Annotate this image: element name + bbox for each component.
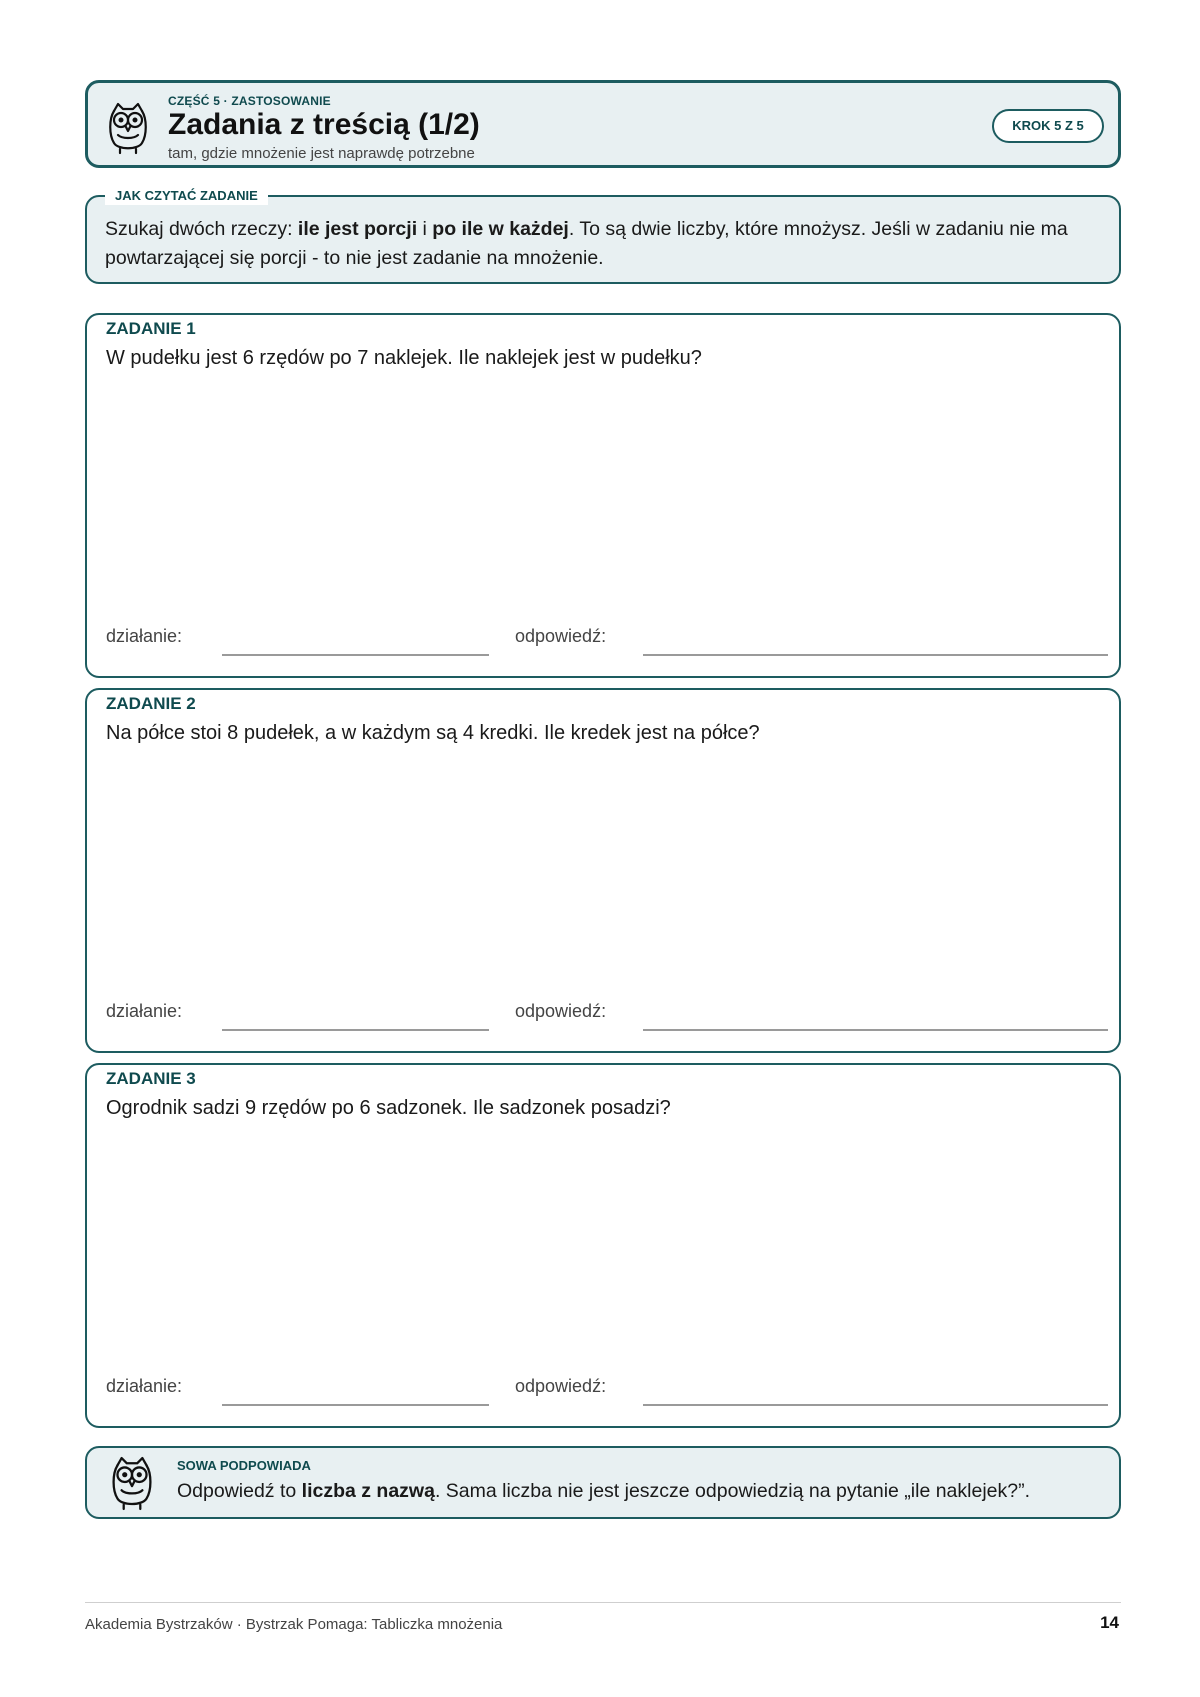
step-badge: KROK 5 Z 5 (992, 109, 1104, 143)
answer-line[interactable] (643, 654, 1108, 656)
task-question: Na półce stoi 8 pudełek, a w każdym są 4 kredki. Ile kredek jest na półce? (106, 722, 760, 744)
answer-label: odpowiedź: (515, 1001, 607, 1021)
operation-line[interactable] (222, 1029, 489, 1031)
task-question: W pudełku jest 6 rzędów po 7 naklejek. Ile naklejek jest w pudełku? (106, 347, 702, 369)
operation-label: działanie: (106, 1376, 183, 1396)
page-subtitle: tam, gdzie mnożenie jest naprawdę potrzebne (168, 145, 475, 162)
operation-label: działanie: (106, 1001, 183, 1021)
task-label: ZADANIE 1 (106, 319, 196, 338)
task-question: Ogrodnik sadzi 9 rzędów po 6 sadzonek. Ile sadzonek posadzi? (106, 1097, 671, 1119)
answer-label: odpowiedź: (515, 626, 607, 646)
tip-text (177, 1480, 1030, 1503)
tip-emphasis: liczba z nazwą (301, 1480, 435, 1502)
howto-box (85, 188, 1121, 284)
task-card-1 (85, 313, 1121, 678)
answer-line[interactable] (643, 1029, 1108, 1031)
howto-emphasis: ile jest porcji (297, 218, 418, 240)
operation-line[interactable] (222, 654, 489, 656)
page-number: 14 (1100, 1613, 1119, 1632)
answer-label: odpowiedź: (515, 1376, 607, 1396)
operation-label: działanie: (106, 626, 183, 646)
footer-text: Akademia Bystrzaków · Bystrzak Pomaga: Tabliczka mnożenia (85, 1616, 503, 1633)
howto-label: JAK CZYTAĆ ZADANIE (105, 187, 268, 205)
answer-line[interactable] (643, 1404, 1108, 1406)
task-label: ZADANIE 2 (106, 694, 196, 713)
operation-line[interactable] (222, 1404, 489, 1406)
owl-icon (109, 1455, 155, 1511)
howto-text-part: i (417, 218, 433, 240)
howto-text-part: . To są dwie liczby, które mnożysz. Jeśli w zadaniu nie ma powtarzającej się porcji - to nie jest zadanie na mnożenie. (105, 218, 1068, 269)
task-card-3 (85, 1063, 1121, 1428)
howto-text-part: Szukaj dwóch rzeczy: (105, 218, 298, 240)
footer-divider (85, 1602, 1121, 1603)
page-title: Zadania z treścią (1/2) (168, 108, 480, 141)
howto-emphasis: po ile w każdej (432, 218, 569, 240)
tip-box (85, 1446, 1121, 1519)
task-label: ZADANIE 3 (106, 1069, 196, 1088)
tip-text-part: . Sama liczba nie jest jeszcze odpowiedzią na pytanie „ile naklejek?”. (434, 1480, 1031, 1502)
header-card (85, 80, 1121, 168)
section-label: CZĘŚĆ 5 · ZASTOSOWANIE (168, 94, 331, 108)
tip-label: SOWA PODPOWIADA (177, 1458, 311, 1473)
tip-text-part: Odpowiedź to (177, 1480, 302, 1502)
howto-text (105, 215, 1095, 273)
owl-icon (106, 101, 150, 155)
task-card-2 (85, 688, 1121, 1053)
